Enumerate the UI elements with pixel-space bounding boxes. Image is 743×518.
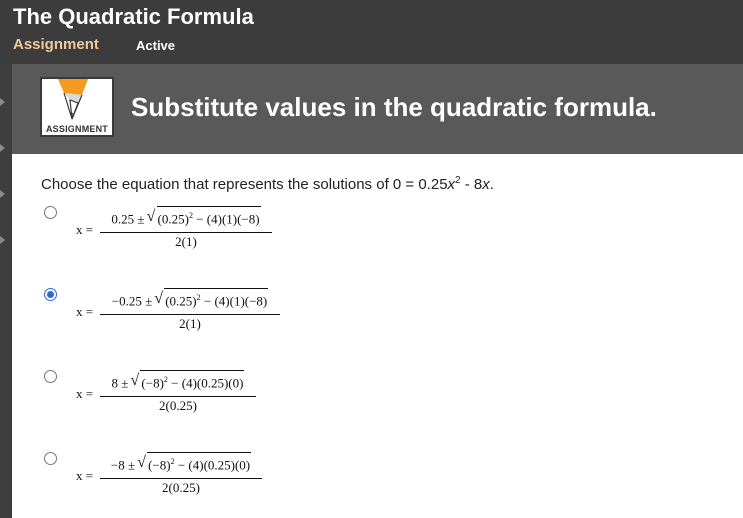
- formula-fraction: [100, 370, 256, 414]
- left-sidebar: [0, 64, 12, 518]
- badge-label: ASSIGNMENT: [45, 124, 108, 134]
- formula-lhs: x =: [76, 468, 94, 483]
- formula-denominator: 2(1): [179, 316, 201, 331]
- formula-denominator: 2(0.25): [162, 480, 200, 495]
- square-root-icon: √ $(-8)^2 - (4)(0.25)(0)$: [137, 452, 251, 478]
- banner-title: Substitute values in the quadratic formula.: [131, 92, 657, 122]
- assignment-badge: [40, 77, 114, 137]
- question-text: Choose the equation that represents the solutions of $0 = 0.25x^2 - 8x$.: [41, 175, 494, 193]
- sidebar-arrow-icon[interactable]: [0, 190, 5, 198]
- answer-radio-1[interactable]: [44, 206, 57, 219]
- top-header: [0, 0, 743, 64]
- sidebar-arrow-icon[interactable]: [0, 98, 5, 106]
- formula-fraction: [100, 288, 280, 332]
- sidebar-arrow-icon[interactable]: [0, 144, 5, 152]
- lesson-title: The Quadratic Formula: [13, 4, 254, 29]
- answer-radio-4[interactable]: [44, 452, 57, 465]
- formula-numerator: −8 ±√ $(-8)^2 - (4)(0.25)(0)$: [100, 452, 262, 478]
- formula-numerator: 0.25 ±√ $(0.25)^2 - (4)(1)(-8)$: [100, 206, 272, 232]
- formula-numerator: −0.25 ±√ $(0.25)^2 - (4)(1)(-8)$: [100, 288, 280, 314]
- formula-fraction: [100, 206, 272, 250]
- formula-numerator: 8 ±√ $(-8)^2 - (4)(0.25)(0)$: [100, 370, 256, 396]
- answer-radio-2[interactable]: [44, 288, 57, 301]
- pencil-icon: [42, 79, 112, 123]
- formula-lhs: x =: [76, 222, 94, 237]
- assignment-label: Assignment: [13, 36, 99, 53]
- square-root-icon: √ $(0.25)^2 - (4)(1)(-8)$: [154, 288, 268, 314]
- formula-lhs: x =: [76, 304, 94, 319]
- square-root-icon: √ $(-8)^2 - (4)(0.25)(0)$: [130, 370, 244, 396]
- square-root-icon: √ $(0.25)^2 - (4)(1)(-8)$: [147, 206, 261, 232]
- formula-lhs: x =: [76, 386, 94, 401]
- formula-denominator: 2(1): [175, 234, 197, 249]
- status-label: Active: [136, 38, 176, 53]
- answer-radio-3[interactable]: [44, 370, 57, 383]
- formula-fraction: [100, 452, 262, 496]
- formula-denominator: 2(0.25): [159, 398, 197, 413]
- sidebar-arrow-icon[interactable]: [0, 236, 5, 244]
